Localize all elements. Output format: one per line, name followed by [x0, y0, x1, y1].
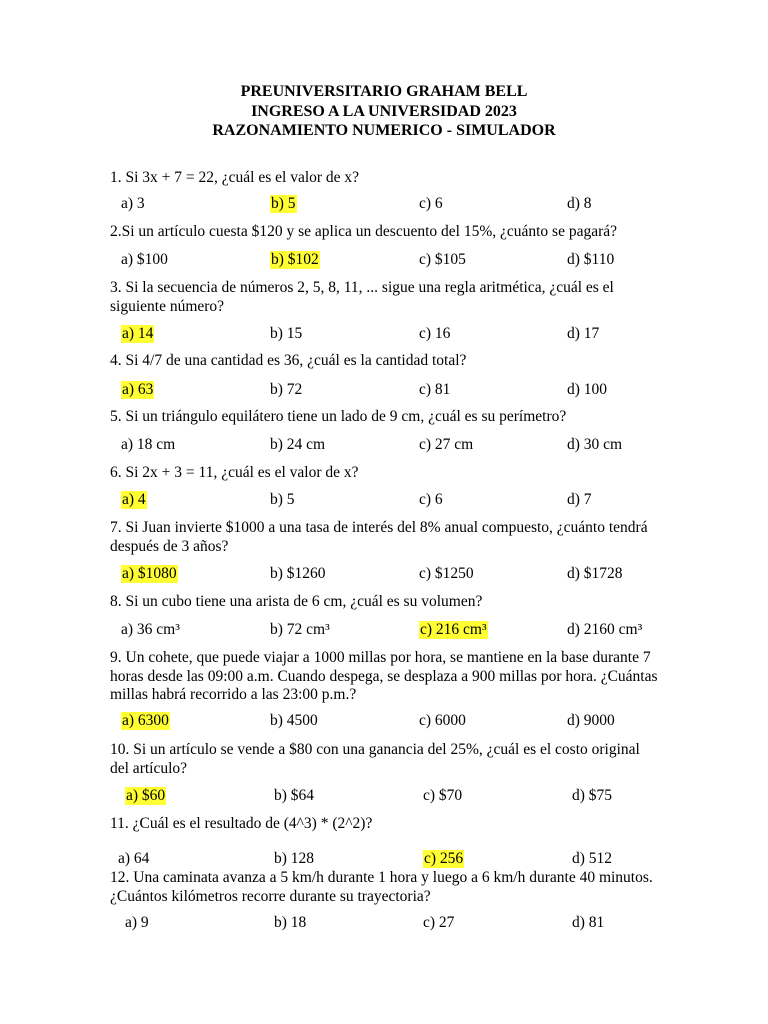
- question-9-option-b: b) 4500: [270, 712, 318, 729]
- question-5-option-d: d) 30 cm: [567, 436, 623, 453]
- question-7-text: después de 3 años?: [110, 537, 229, 555]
- question-11-option-d: d) 512: [572, 850, 613, 867]
- question-9-option-c: c) 6000: [419, 712, 466, 729]
- question-6-option-c: c) 6: [419, 491, 443, 508]
- question-9-text: millas habrá recorrido a las 23:00 p.m.?: [110, 686, 357, 703]
- question-5-text: 5. Si un triángulo equilátero tiene un lado de 9 cm, ¿cuál es su perímetro?: [110, 408, 567, 425]
- question-12-text: 12. Una caminata avanza a 5 km/h durante 1 hora y luego a 6 km/h durante 40 minutos.: [110, 869, 653, 886]
- question-6-option-b: b) 5: [270, 491, 295, 508]
- question-12-option-d: d) 81: [572, 914, 605, 931]
- question-3-option-c: c) 16: [419, 325, 451, 342]
- question-5-option-b: b) 24 cm: [270, 436, 326, 453]
- question-10-text: del artículo?: [110, 759, 188, 777]
- question-1-option-d: d) 8: [567, 195, 592, 212]
- question-12-option-a: a) 9: [125, 914, 149, 931]
- question-7-option-b: b) $1260: [270, 565, 326, 582]
- question-2-option-b: b) $102: [271, 251, 319, 268]
- question-1-text: 1. Si 3x + 7 = 22, ¿cuál es el valor de x?: [110, 169, 360, 186]
- question-2-option-c: c) $105: [419, 251, 466, 268]
- question-9-option-a: a) 6300: [122, 712, 169, 729]
- question-6-option-a: a) 4: [122, 491, 146, 508]
- question-5-option-a: a) 18 cm: [121, 436, 176, 453]
- question-3-option-d: d) 17: [567, 325, 600, 342]
- question-7-option-d: d) $1728: [567, 565, 623, 582]
- document-header: [0, 82, 768, 141]
- question-3-option-b: b) 15: [270, 325, 303, 342]
- question-8-option-c: c) 216 cm³: [420, 621, 487, 638]
- question-3-option-a: a) 14: [122, 325, 154, 342]
- question-7-option-c: c) $1250: [419, 565, 474, 582]
- header-institution: PREUNIVERSITARIO GRAHAM BELL: [240, 83, 528, 100]
- question-10-text: 10. Si un artículo se vende a $80 con una ganancia del 25%, ¿cuál es el costo original: [110, 741, 640, 758]
- question-2-option-a: a) $100: [121, 251, 168, 268]
- question-11-text: 11. ¿Cuál es el resultado de (4^3) * (2^2)?: [110, 815, 373, 832]
- question-6-option-d: d) 7: [567, 491, 592, 508]
- question-8-option-d: d) 2160 cm³: [567, 621, 643, 638]
- question-9-option-d: d) 9000: [567, 712, 615, 729]
- question-9-text: 9. Un cohete, que puede viajar a 1000 millas por hora, se mantiene en la base durante 7: [110, 649, 651, 666]
- question-8-option-a: a) 36 cm³: [121, 621, 180, 638]
- question-1-option-a: a) 3: [121, 195, 145, 212]
- question-6-text: 6. Si 2x + 3 = 11, ¿cuál es el valor de x?: [110, 464, 359, 481]
- question-2-text: 2.Si un artículo cuesta $120 y se aplica un descuento del 15%, ¿cuánto se pagará?: [110, 223, 618, 240]
- question-10-option-d: d) $75: [572, 787, 613, 804]
- question-1-option-c: c) 6: [419, 195, 443, 212]
- question-4-option-c: c) 81: [419, 381, 451, 398]
- question-3-text: siguiente número?: [110, 297, 225, 315]
- question-11-option-a: a) 64: [118, 850, 150, 867]
- question-10-option-a: a) $60: [126, 787, 166, 804]
- question-4-option-a: a) 63: [122, 381, 154, 398]
- question-12-option-b: b) 18: [274, 914, 307, 931]
- question-2-option-d: d) $110: [567, 251, 615, 268]
- question-10-option-c: c) $70: [423, 787, 463, 804]
- question-3-text: 3. Si la secuencia de números 2, 5, 8, 11, ... sigue una regla aritmética, ¿cuál es el: [110, 279, 614, 296]
- question-7-text: 7. Si Juan invierte $1000 a una tasa de interés del 8% anual compuesto, ¿cuánto tendrá: [110, 519, 648, 536]
- question-4-option-d: d) 100: [567, 381, 608, 398]
- question-12-option-c: c) 27: [423, 914, 455, 931]
- question-9-text: horas desde las 09:00 a.m. Cuando despega, se desplaza a 900 millas por hora. ¿Cuántas: [110, 667, 658, 685]
- header-subject: RAZONAMIENTO NUMERICO - SIMULADOR: [212, 122, 556, 139]
- question-1-option-b: b) 5: [271, 195, 296, 212]
- question-4-option-b: b) 72: [270, 381, 303, 398]
- question-8-option-b: b) 72 cm³: [270, 621, 330, 638]
- question-8-text: 8. Si un cubo tiene una arista de 6 cm, ¿cuál es su volumen?: [110, 593, 483, 610]
- question-10-option-b: b) $64: [274, 787, 315, 804]
- question-7-option-a: a) $1080: [122, 565, 177, 582]
- question-4-text: 4. Si 4/7 de una cantidad es 36, ¿cuál es la cantidad total?: [110, 352, 467, 369]
- question-11-option-b: b) 128: [274, 850, 315, 867]
- question-5-option-c: c) 27 cm: [419, 436, 474, 453]
- question-12-text: ¿Cuántos kilómetros recorre durante su trayectoria?: [110, 887, 431, 905]
- header-admission: INGRESO A LA UNIVERSIDAD 2023: [251, 102, 517, 120]
- question-11-option-c: c) 256: [424, 850, 464, 867]
